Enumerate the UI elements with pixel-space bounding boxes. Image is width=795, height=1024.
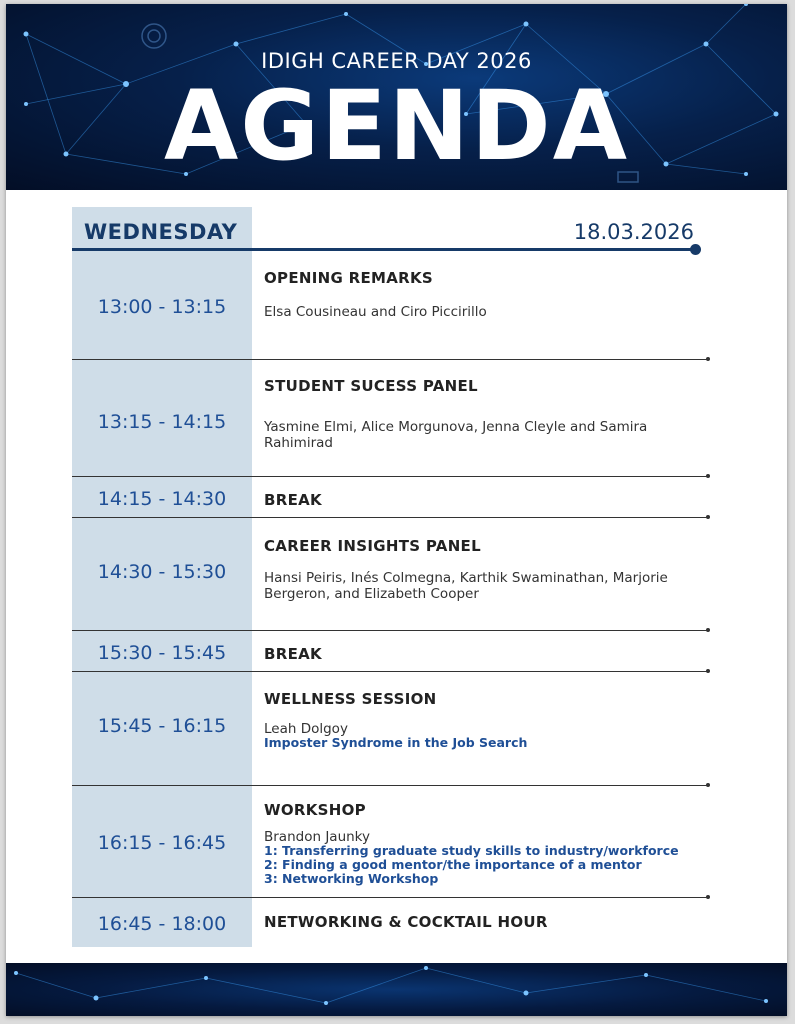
session-topic: 2: Finding a good mentor/the importance of a mentor (264, 857, 642, 872)
session-title: NETWORKING & COCKTAIL HOUR (264, 913, 548, 931)
day-label: WEDNESDAY (84, 220, 238, 244)
session-title: BREAK (264, 491, 322, 509)
session-topic: 1: Transferring graduate study skills to industry/workforce (264, 843, 679, 858)
agenda-row (72, 361, 712, 478)
session-speakers: Yasmine Elmi, Alice Morgunova, Jenna Cleyle and Samira Rahimirad (264, 419, 648, 451)
row-divider (72, 476, 708, 477)
agenda-row (72, 478, 712, 519)
session-title: OPENING REMARKS (264, 269, 434, 287)
date-label: 18.03.2026 (573, 220, 694, 244)
network-graphic (6, 963, 787, 1016)
session-time: 16:15 - 16:45 (97, 832, 227, 854)
session-time: 13:15 - 14:15 (97, 411, 227, 433)
footer-banner (6, 963, 787, 1016)
session-title: WORKSHOP (264, 801, 366, 819)
session-time: 14:30 - 15:30 (97, 561, 227, 583)
row-divider (72, 359, 708, 360)
agenda-title: AGENDA (164, 70, 629, 182)
session-topic: Imposter Syndrome in the Job Search (264, 735, 528, 750)
agenda-row (72, 787, 712, 899)
session-title: CAREER INSIGHTS PANEL (264, 537, 481, 555)
session-title: STUDENT SUCESS PANEL (264, 377, 478, 395)
session-time: 14:15 - 14:30 (97, 488, 227, 510)
session-speakers: Leah Dolgoy (264, 721, 348, 737)
session-speakers: Elsa Cousineau and Ciro Piccirillo (264, 304, 487, 320)
row-divider (72, 517, 708, 518)
row-divider (72, 897, 708, 898)
agenda-row (72, 519, 712, 632)
session-time: 16:45 - 18:00 (97, 913, 227, 935)
session-topic: 3: Networking Workshop (264, 871, 439, 886)
session-title: BREAK (264, 645, 322, 663)
header-banner (6, 4, 787, 190)
row-divider (72, 671, 708, 672)
agenda-row (72, 899, 712, 947)
agenda-row (72, 251, 712, 361)
session-time: 15:45 - 16:15 (97, 715, 227, 737)
event-title: IDIGH CAREER DAY 2026 (261, 49, 532, 73)
row-divider (72, 630, 708, 631)
session-title: WELLNESS SESSION (264, 690, 437, 708)
agenda-row (72, 632, 712, 673)
row-divider (72, 785, 708, 786)
session-time: 15:30 - 15:45 (97, 642, 227, 664)
agenda-row (72, 673, 712, 787)
agenda-page (6, 4, 787, 1016)
session-time: 13:00 - 13:15 (97, 296, 227, 318)
session-speakers: Brandon Jaunky (264, 829, 371, 845)
session-speakers: Hansi Peiris, Inés Colmegna, Karthik Swaminathan, Marjorie Bergeron, and Elizabeth Cooper (264, 570, 668, 602)
